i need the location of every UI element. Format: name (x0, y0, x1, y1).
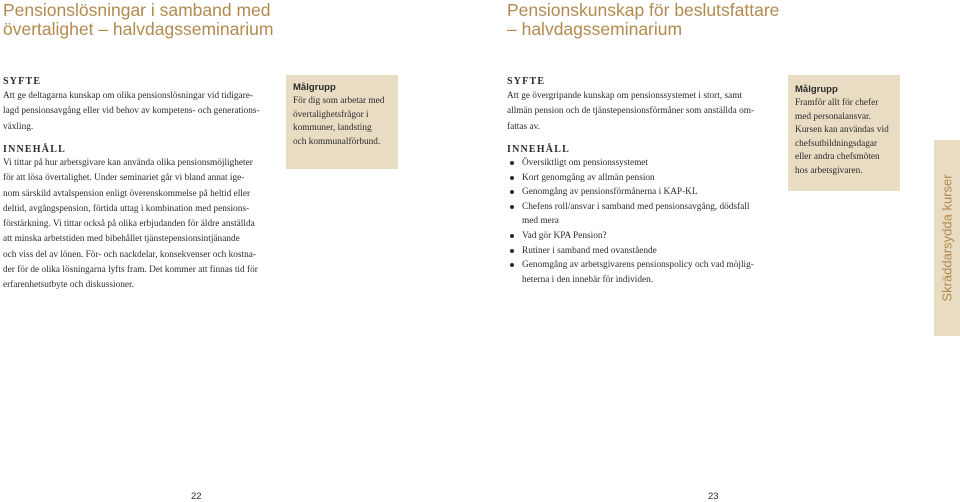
right-syfte-text (507, 89, 772, 135)
bullet-icon (510, 190, 514, 194)
right-malgrupp-line: chefsutbildningsdagar (795, 138, 878, 149)
right-malgrupp-line: Framför allt för chefer (795, 98, 879, 108)
right-syfte-heading: SYFTE (507, 76, 546, 87)
right-page-title (507, 1, 779, 39)
right-malgrupp-heading: Målgrupp (795, 84, 838, 95)
list-item (510, 229, 775, 244)
left-innehall-line: Vi tittar på hur arbetsgivare kan använda olika pensionsmöjligheter (3, 158, 253, 168)
left-malgrupp-text (293, 95, 391, 149)
right-malgrupp-line: med personalansvar. (795, 111, 871, 122)
bullet-text: Rutiner i samband med ovanstående (522, 245, 657, 256)
right-page-number: 23 (708, 491, 719, 502)
bullet-text: med mera (522, 216, 559, 227)
left-malgrupp-line: kommuner, landsting (293, 123, 372, 133)
side-tab-label: Skräddarsydda kurser (939, 174, 955, 302)
right-innehall-list (510, 156, 775, 287)
right-innehall-heading: INNEHÅLL (507, 144, 570, 155)
bullet-text: Genomgång av pensionsförmånerna i KAP-KL (522, 187, 698, 198)
left-malgrupp-line: övertalighetsfrågor i (293, 109, 369, 120)
list-item (510, 244, 775, 259)
left-innehall-line: och viss del av lönen. För- och nackdelar, konsekvenser och kostna- (3, 249, 256, 260)
bullet-text: heterna i den innebär för individen. (522, 274, 654, 285)
bullet-text: Kort genomgång av allmän pension (522, 172, 655, 183)
left-innehall-line: nom särskild avtalspension enligt överenskommelse på heltid eller (3, 188, 251, 199)
left-syfte-line: Att ge deltagarna kunskap om olika pensionslösningar vid tidigare- (3, 91, 253, 101)
right-malgrupp-text (795, 97, 893, 178)
bullet-icon (510, 205, 514, 209)
right-malgrupp-line: hos arbetsgivaren. (795, 165, 863, 176)
left-innehall-text (3, 156, 273, 294)
left-page-title (3, 1, 273, 39)
list-item (510, 185, 775, 200)
right-malgrupp-line: eller andra chefsmöten (795, 152, 880, 162)
bullet-text: Översiktligt om pensionssystemet (522, 158, 649, 168)
left-innehall-line: att minska arbetstiden med bibehållet tjänstepensionsintjänande (3, 234, 240, 245)
bullet-icon (510, 249, 514, 253)
right-syfte-line: fattas av. (507, 121, 540, 132)
right-malgrupp-line: Kursen kan användas vid (795, 125, 889, 135)
right-syfte-line: Att ge övergripande kunskap om pensionssystemet i stort, samt (507, 91, 743, 101)
left-malgrupp-box (286, 75, 398, 169)
left-title-line-2: övertalighet – halvdagsseminarium (3, 19, 274, 39)
bullet-icon (510, 234, 514, 238)
bullet-icon (510, 176, 514, 180)
list-item (510, 258, 775, 287)
list-item (510, 156, 775, 171)
bullet-text: Vad gör KPA Pension? (522, 230, 607, 241)
left-syfte-line: växling. (3, 121, 34, 132)
side-tab (934, 140, 960, 336)
left-innehall-line: deltid, avgångspension, förtida uttag i kombination med pensions- (3, 203, 250, 214)
left-innehall-heading: INNEHÅLL (3, 144, 66, 155)
left-syfte-text (3, 89, 273, 135)
right-title-line-2: – halvdagsseminarium (507, 19, 683, 39)
left-innehall-line: der för de olika lösningarna lyfts fram. Det kommer att finnas tid för (3, 265, 258, 276)
left-malgrupp-line: och kommunalförbund. (293, 136, 381, 147)
bullet-text: Genomgång av arbetsgivarens pensionspolicy och vad möjlig- (522, 260, 754, 271)
left-innehall-line: erfarenhetsutbyte och diskussioner. (3, 280, 134, 291)
list-item (510, 171, 775, 186)
left-syfte-line: lagd pensionsavgång eller vid behov av kompetens- och generations- (3, 106, 260, 117)
right-title-line-1: Pensionskunskap för beslutsfattare (507, 0, 780, 20)
right-malgrupp-box (788, 75, 900, 191)
left-page-number: 22 (191, 491, 202, 502)
left-malgrupp-heading: Målgrupp (293, 82, 336, 93)
left-malgrupp-line: För dig som arbetar med (293, 96, 385, 106)
left-syfte-heading: SYFTE (3, 76, 42, 87)
right-syfte-line: allmän pension och de tjänstepensionsförmåner som anställda om- (507, 106, 755, 117)
left-title-line-1: Pensionslösningar i samband med (3, 0, 271, 20)
left-innehall-line: för att lösa övertalighet. Under seminariet går vi bland annat ige- (3, 173, 245, 184)
bullet-text: Chefens roll/ansvar i samband med pensionsavgång, dödsfall (522, 201, 750, 212)
bullet-icon (510, 161, 514, 165)
list-item (510, 200, 775, 229)
bullet-icon (510, 263, 514, 267)
left-innehall-line: förstärkning. Vi tittar också på olika erbjudanden för äldre anställda (3, 219, 255, 230)
